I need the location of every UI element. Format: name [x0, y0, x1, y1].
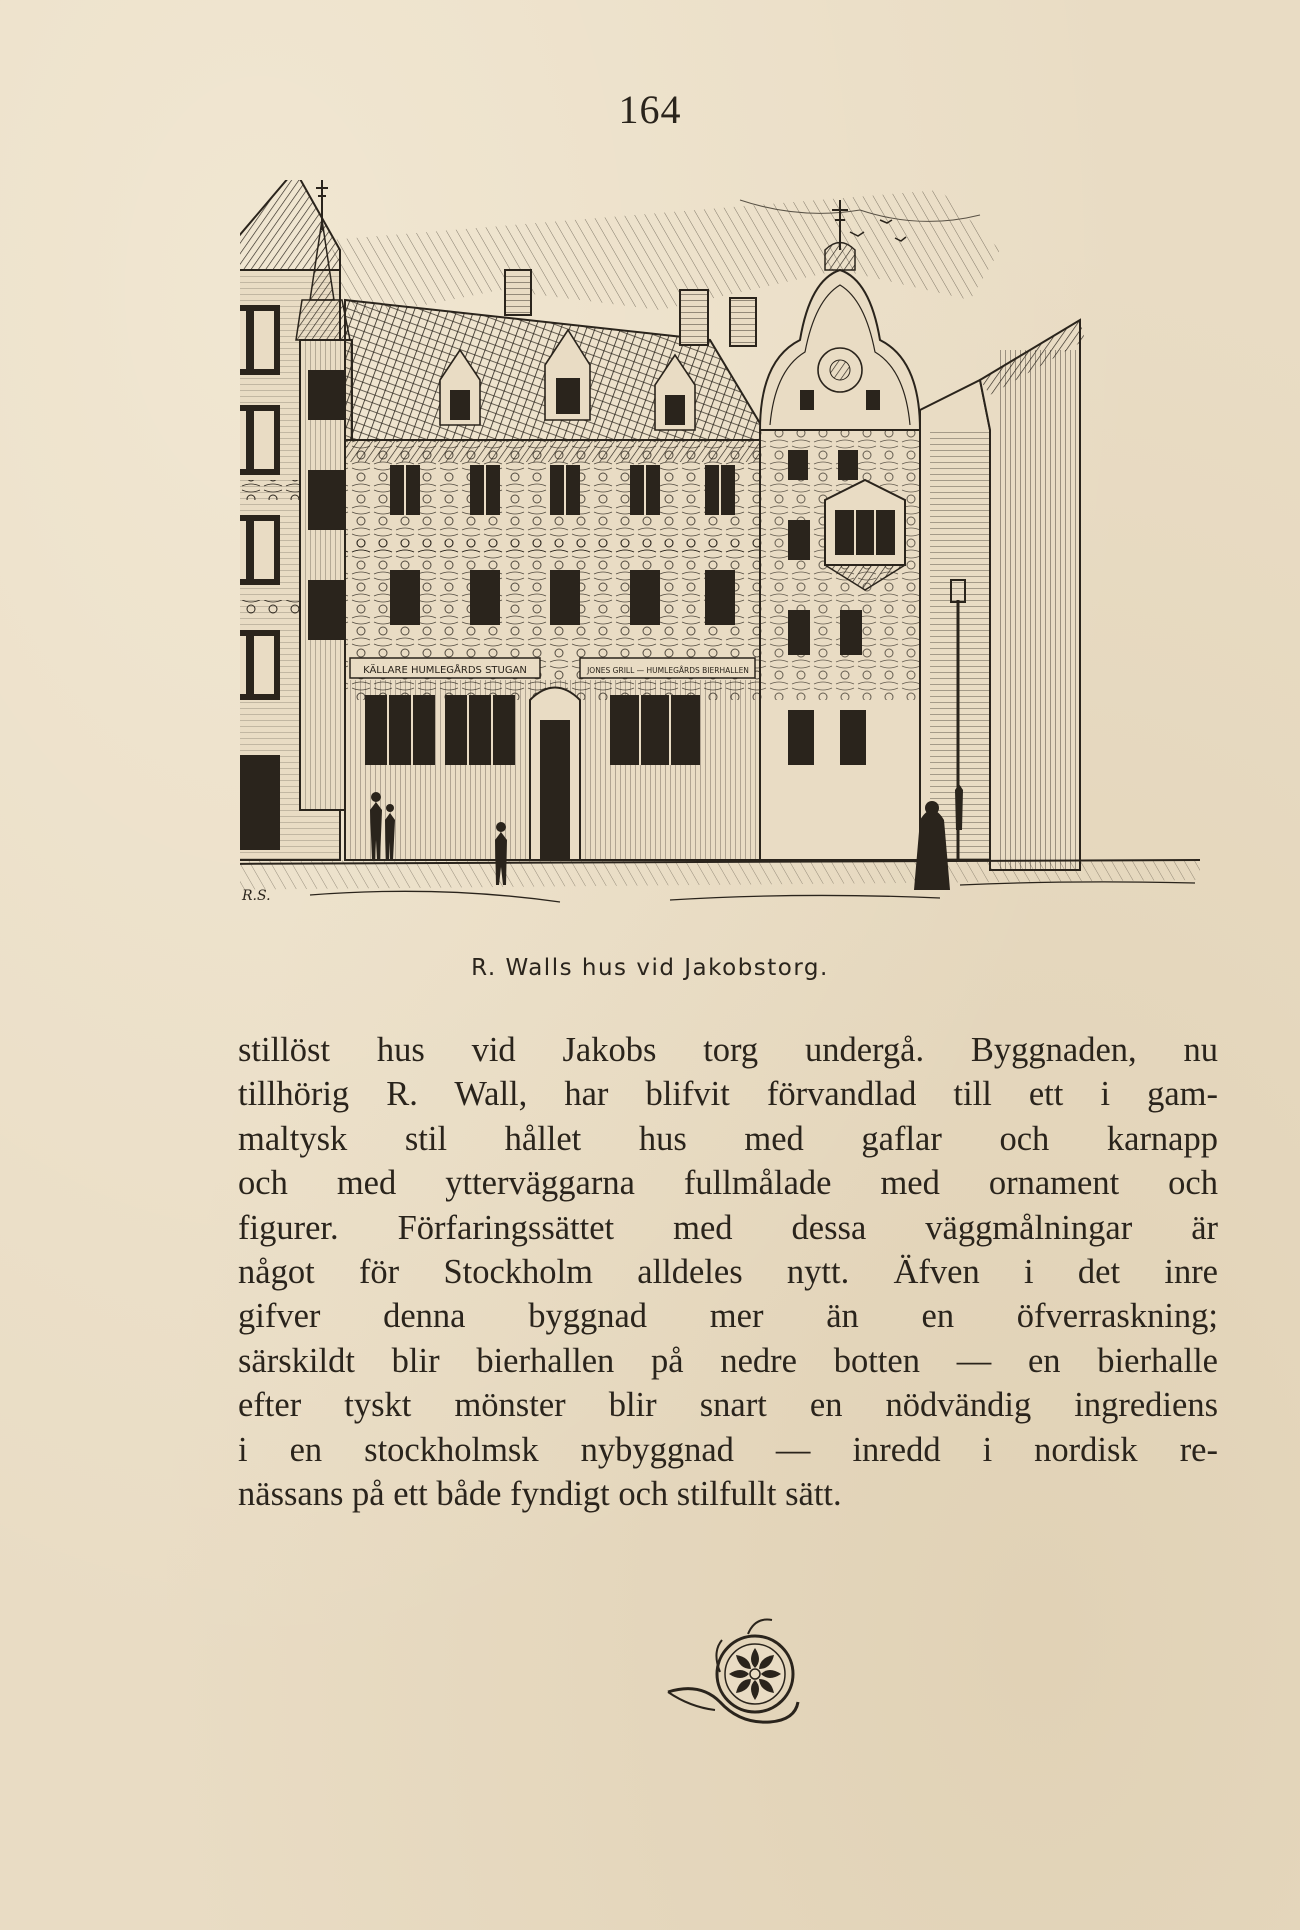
artist-signature: R.S. — [242, 888, 271, 904]
shop-sign-right: JONES GRILL — HUMLEGÅRDS BIERHALLEN — [587, 666, 749, 675]
building-engraving-icon — [240, 180, 1220, 920]
body-line: nässans på ett både fyndigt och stilfullt sätt. — [238, 1474, 842, 1513]
body-line: tillhörig R. Wall, har blifvit förvandlad till ett i gam- — [238, 1075, 1218, 1114]
body-line: efter tyskt mönster blir snart en nödvändig ingrediens — [238, 1386, 1218, 1425]
body-line: figurer. Förfaringssättet med dessa väggmålningar är — [238, 1208, 1218, 1247]
body-line: i en stockholmsk nybyggnad — inredd i nordisk re- — [238, 1430, 1218, 1469]
page-number: 164 — [618, 87, 682, 132]
body-line: gifver denna byggnad mer än en öfverraskning; — [238, 1297, 1218, 1336]
body-line: stillöst hus vid Jakobs torg undergå. Byggnaden, nu — [238, 1031, 1218, 1069]
body-line: och med ytterväggarna fullmålade med ornament och — [238, 1164, 1218, 1203]
body-line: maltysk stil hållet hus med gaflar och karnapp — [238, 1119, 1218, 1158]
floral-vignette-icon — [660, 1612, 810, 1737]
body-line: något för Stockholm alldeles nytt. Äfven i det inre — [238, 1252, 1218, 1291]
body-text — [238, 1028, 1218, 1516]
body-line: särskildt blir bierhallen på nedre botten — en bierhalle — [238, 1341, 1218, 1380]
figure-caption: R. Walls hus vid Jakobstorg. — [471, 955, 829, 981]
building-illustration — [240, 180, 1220, 920]
shop-sign-left: KÄLLARE HUMLEGÅRDS STUGAN — [363, 665, 527, 676]
